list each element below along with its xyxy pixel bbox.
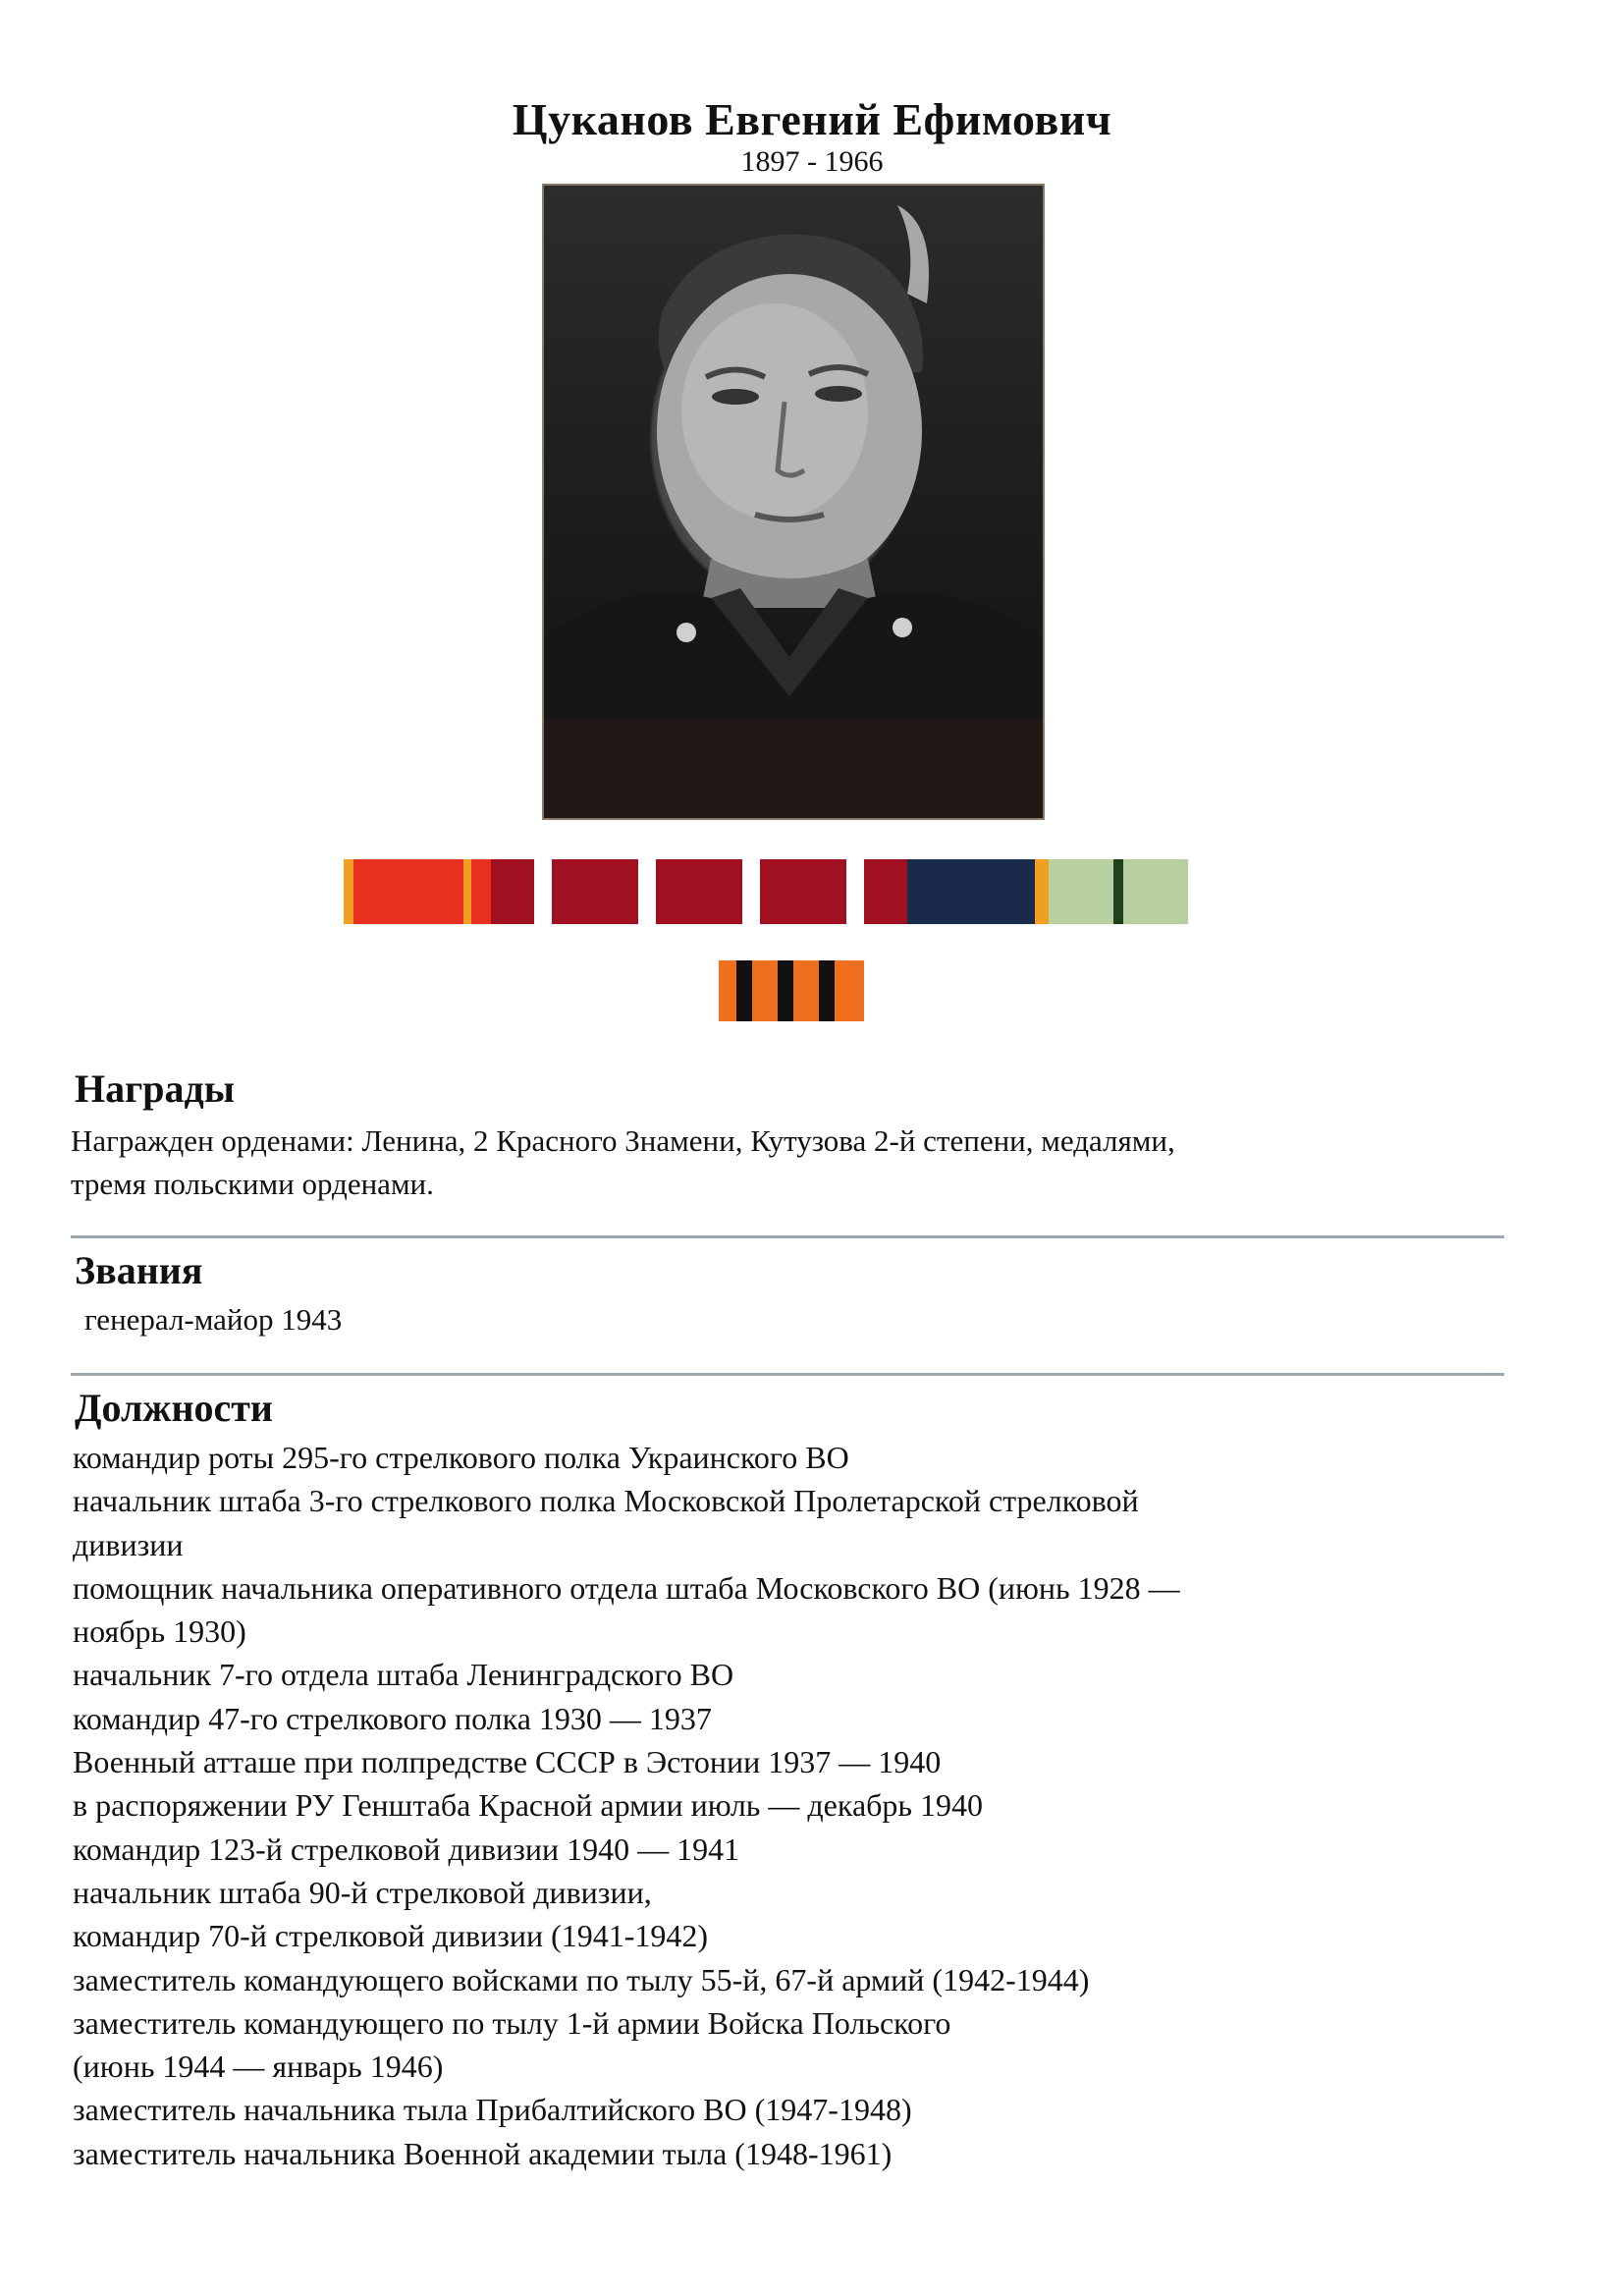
ribbon-stripe: [344, 859, 353, 924]
position-line: командир 47-го стрелкового полка 1930 — 1937: [73, 1700, 712, 1736]
life-years: 1897 - 1966: [740, 145, 884, 178]
ribbon-stripe: [1049, 859, 1113, 924]
position-line: начальник 7-го отдела штаба Ленинградского ВО: [73, 1657, 734, 1693]
ribbon-stripe: [353, 859, 373, 924]
ribbon-red-banner-4: [803, 859, 907, 924]
ribbon-stripe: [864, 859, 907, 924]
section-divider: [71, 1373, 1504, 1376]
ribbon-stripe: [835, 960, 864, 1021]
ribbon-stripe: [373, 859, 463, 924]
ribbon-stripe: [752, 960, 778, 1021]
position-line: командир 123-й стрелковой дивизии 1940 — 1941: [73, 1831, 740, 1867]
awards-text: [71, 1120, 1175, 1206]
position-line: начальник штаба 3-го стрелкового полка Московской Пролетарской стрелковой: [73, 1483, 1139, 1519]
ribbon-stripe: [846, 859, 864, 924]
awards-line: Награжден орденами: Ленина, 2 Красного Знамени, Кутузова 2-й степени, медалями,: [71, 1123, 1175, 1158]
ribbon-stripe: [907, 859, 1035, 924]
position-line: Военный атташе при полпредстве СССР в Эстонии 1937 — 1940: [73, 1744, 942, 1780]
ribbon-bar-bottom: [719, 960, 864, 1021]
ribbon-stripe: [491, 859, 534, 924]
ribbon-stripe: [778, 960, 793, 1021]
ribbon-order-of-lenin: [344, 859, 491, 924]
ribbon-red-banner-3: [699, 859, 803, 924]
ribbon-stripe: [699, 859, 742, 924]
ranks-heading: Звания: [75, 1248, 203, 1292]
portrait-photo: [542, 184, 1045, 820]
ribbon-stripe: [471, 859, 491, 924]
position-line: (июнь 1944 — январь 1946): [73, 2049, 444, 2085]
ribbon-stripe: [760, 859, 803, 924]
awards-heading: Награды: [75, 1066, 235, 1111]
position-line: ноябрь 1930): [73, 1613, 246, 1650]
ribbon-kutuzov: [907, 859, 1049, 924]
ribbon-stripe: [1113, 859, 1123, 924]
position-line: заместитель начальника тыла Прибалтийского ВО (1947-1948): [73, 2092, 912, 2128]
position-line: заместитель командующего по тылу 1-й армии Войска Польского: [73, 2004, 951, 2041]
ribbon-stripe: [742, 859, 760, 924]
position-line: командир роты 295-го стрелкового полка Украинского ВО: [73, 1440, 849, 1475]
ribbon-red-banner-2: [595, 859, 699, 924]
ranks-text: генерал-майор 1943: [84, 1302, 343, 1337]
ribbon-stripe: [793, 960, 819, 1021]
ribbon-stripe: [1123, 859, 1188, 924]
ribbon-stripe: [595, 859, 638, 924]
ribbon-stripe: [552, 859, 595, 924]
position-line: помощник начальника оперативного отдела штаба Московского ВО (июнь 1928 —: [73, 1569, 1180, 1606]
positions-heading: Должности: [75, 1386, 273, 1430]
ribbon-stripe: [819, 960, 835, 1021]
position-line: в распоряжении РУ Генштаба Красной армии июль — декабрь 1940: [73, 1787, 984, 1824]
ribbon-bar-top: [344, 859, 1233, 924]
person-name: Цуканов Евгений Ефимович: [512, 94, 1112, 144]
awards-line: тремя польскими орденами.: [71, 1167, 434, 1201]
positions-list: [73, 1436, 1467, 2175]
position-line: начальник штаба 90-й стрелковой дивизии,: [73, 1874, 652, 1910]
position-line: заместитель командующего войсками по тылу 55-й, 67-й армий (1942-1944): [73, 1961, 1090, 1997]
portrait-silhouette: [544, 186, 1043, 818]
position-line: заместитель начальника Военной академии тыла (1948-1961): [73, 2135, 893, 2171]
ribbon-stripe: [803, 859, 846, 924]
position-line: дивизии: [73, 1526, 184, 1562]
position-line: командир 70-й стрелковой дивизии (1941-1942): [73, 1918, 709, 1954]
ribbon-stripe: [463, 859, 471, 924]
ribbon-medal: [1049, 859, 1188, 924]
ribbon-stripe: [736, 960, 752, 1021]
ribbon-red-banner-1: [491, 859, 595, 924]
ribbon-stripe: [719, 960, 736, 1021]
ribbon-stripe: [534, 859, 552, 924]
ribbon-stripe: [1035, 859, 1049, 924]
ribbon-stripe: [656, 859, 699, 924]
section-divider: [71, 1235, 1504, 1238]
ribbon-stripe: [638, 859, 656, 924]
